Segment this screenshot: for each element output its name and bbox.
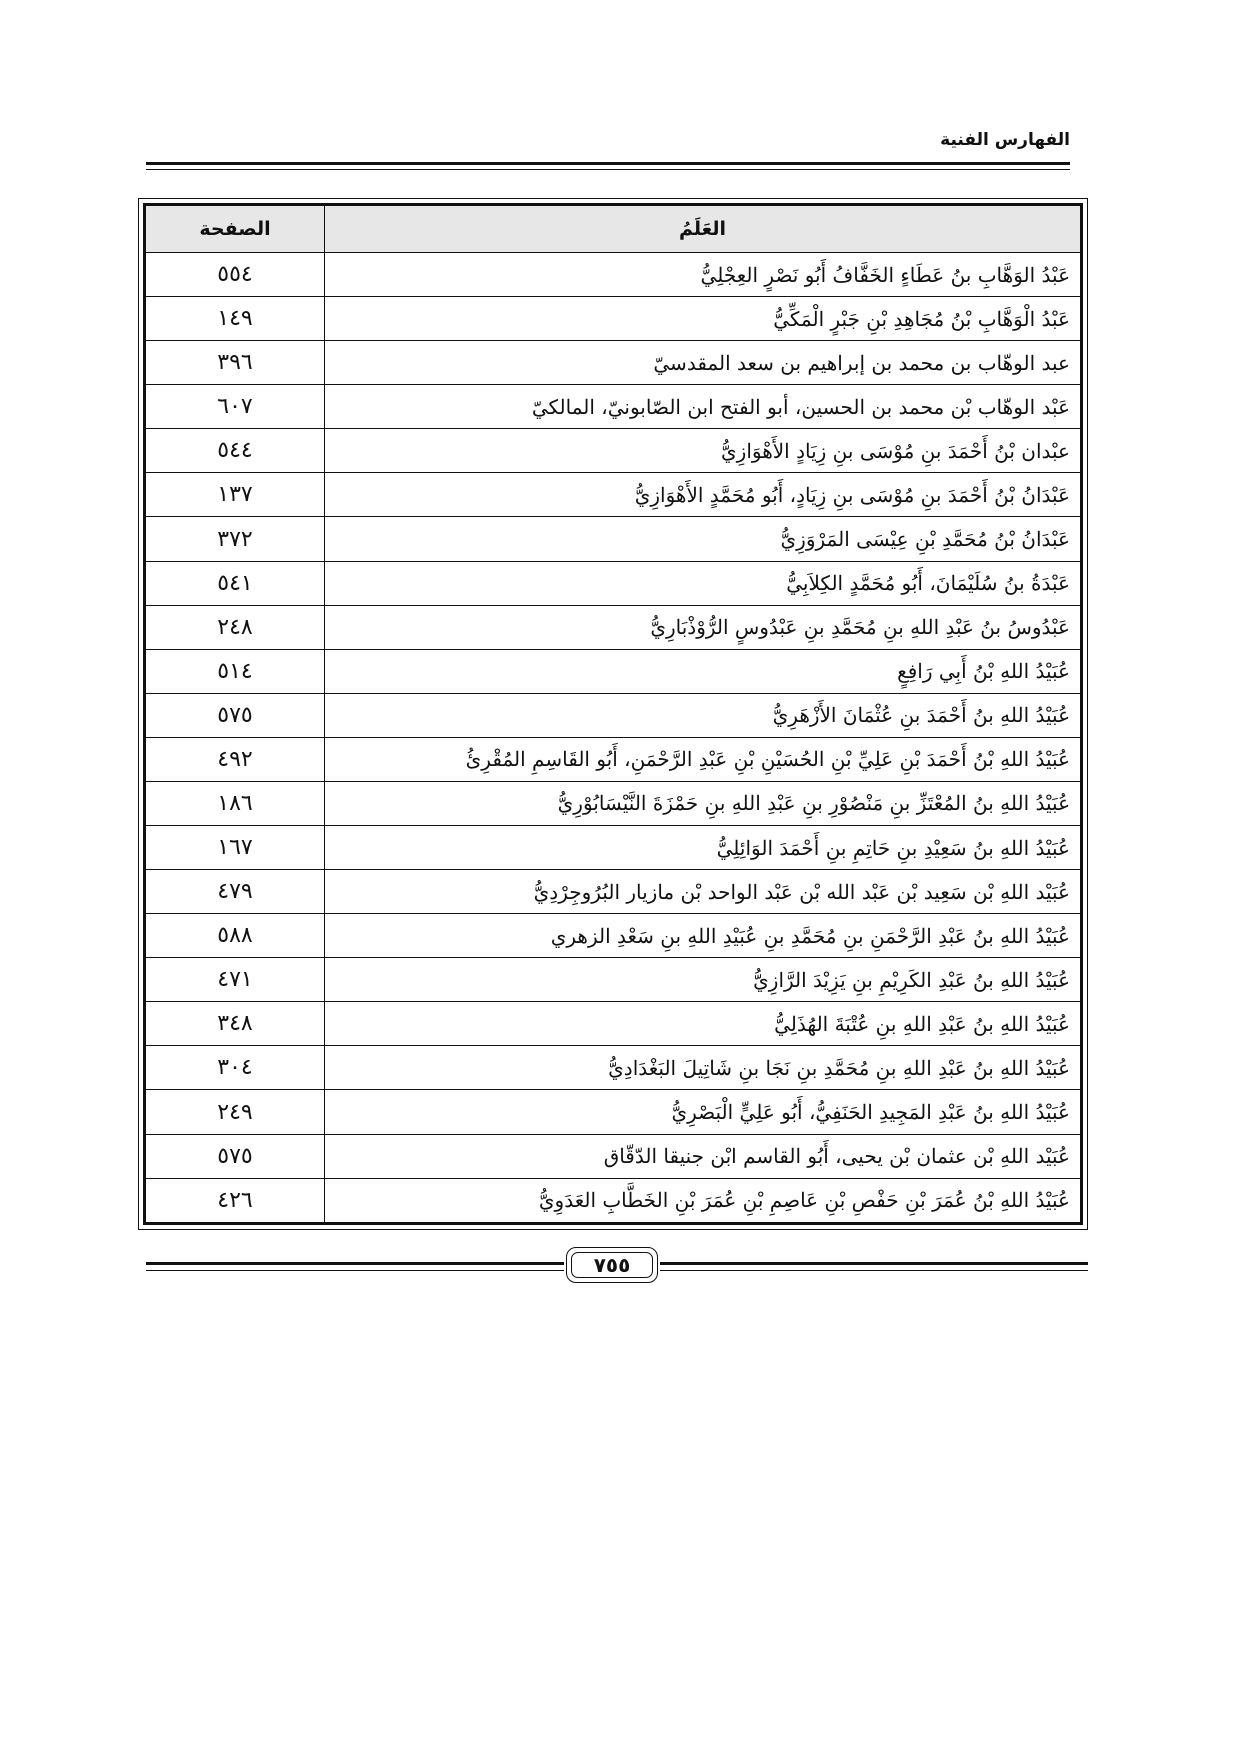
row-name-cell: عُبَيْدُ اللهِ بنُ أَحْمَدَ بنِ عُثْمَانَ الأَزْهَرِيُّ — [325, 693, 1081, 737]
row-name-cell: عُبَيْدُ اللهِ بنُ عَبْدِ الكَرِيْمِ بنِ يَزِيْدَ الرَّازِيُّ — [325, 958, 1081, 1002]
index-table-inner-frame — [143, 203, 1083, 1225]
footer-rule-right-thin — [660, 1270, 1088, 1271]
table-row — [146, 1178, 1081, 1222]
row-name-cell: عُبَيْدُ اللهِ بْنُ أَحْمَدَ بْنِ عَلِيِّ بْنِ الحُسَيْنِ بْنِ عَبْدِ الرَّحْمَنِ، أَبُو القَاسِمِ المُقْرِئُ — [325, 737, 1081, 781]
row-page-cell: ٦٠٧ — [146, 385, 325, 429]
table-body — [146, 253, 1081, 1223]
header-rule-thin — [146, 169, 1070, 170]
index-table-frame — [138, 198, 1088, 1230]
table-row — [146, 429, 1081, 473]
footer-rule-left-thin — [146, 1270, 564, 1271]
row-name-cell: عُبَيْد اللهِ بْن عثمان بْن يحيى، أَبُو القاسم ابْن جنيقا الدّقّاق — [325, 1134, 1081, 1178]
footer-rule-left-thick — [146, 1262, 564, 1265]
row-name-cell: عبد الوهّاب بن محمد بن إبراهيم بن سعد المقدسيّ — [325, 341, 1081, 385]
running-head: الفهارس الفنية — [940, 130, 1070, 150]
row-name-cell: عُبَيْدُ اللهِ بْنُ أَبِي رَافِعٍ — [325, 649, 1081, 693]
column-header-page: الصفحة — [146, 206, 325, 253]
page-number — [566, 1247, 658, 1283]
table-row — [146, 385, 1081, 429]
row-page-cell: ٣٠٤ — [146, 1046, 325, 1090]
row-name-cell: عُبَيْدُ اللهِ بنُ عَبْدِ المَجِيدِ الحَنَفِيُّ، أَبُو عَلِيٍّ الْبَصْرِيُّ — [325, 1090, 1081, 1134]
row-page-cell: ٥١٤ — [146, 649, 325, 693]
row-name-cell: عُبَيْد اللهِ بْن سَعِيد بْن عَبْد الله بْن عَبْد الواحد بْن مازيار البُرُوجِرْدِيُّ — [325, 870, 1081, 914]
row-name-cell: عُبَيْدُ اللهِ بنُ سَعِيْدِ بنِ حَاتِمِ بنِ أَحْمَدَ الوَائِلِيُّ — [325, 826, 1081, 870]
table-row — [146, 781, 1081, 825]
row-name-cell: عَبْدَانُ بْنُ مُحَمَّدِ بْنِ عِيْسَى المَرْوَزِيُّ — [325, 517, 1081, 561]
row-name-cell: عُبَيْدُ اللهِ بنُ عَبْدِ الرَّحْمَنِ بنِ مُحَمَّدِ بنِ عُبَيْدِ اللهِ بنِ سَعْدِ الزهري — [325, 914, 1081, 958]
row-page-cell: ١٦٧ — [146, 826, 325, 870]
table-row — [146, 1090, 1081, 1134]
table-row — [146, 1134, 1081, 1178]
row-page-cell: ٤٩٢ — [146, 737, 325, 781]
table-row — [146, 473, 1081, 517]
table-row — [146, 297, 1081, 341]
table-header-row — [146, 206, 1081, 253]
row-page-cell: ٣٧٢ — [146, 517, 325, 561]
table-row — [146, 341, 1081, 385]
row-page-cell: ٤٧١ — [146, 958, 325, 1002]
row-name-cell: عَبْد الوهّاب بْن محمد بن الحسين، أبو الفتح ابن الصّابونيّ، المالكيّ — [325, 385, 1081, 429]
row-name-cell: عُبَيْدُ اللهِ بنُ عَبْدِ اللهِ بنِ عُتْبَةَ الهُذَلِيُّ — [325, 1002, 1081, 1046]
table-row — [146, 914, 1081, 958]
row-page-cell: ٥٥٤ — [146, 253, 325, 297]
table-row — [146, 1046, 1081, 1090]
row-page-cell: ٣٩٦ — [146, 341, 325, 385]
footer-rule-right-thick — [660, 1262, 1088, 1265]
table-row — [146, 870, 1081, 914]
row-name-cell: عُبَيْدُ اللهِ بنُ عَبْدِ اللهِ بنِ مُحَمَّدِ بنِ نَجَا بنِ شَاتِيلَ البَغْدَادِيُّ — [325, 1046, 1081, 1090]
column-header-name: العَلَمُ — [325, 206, 1081, 253]
table-row — [146, 1002, 1081, 1046]
row-page-cell: ٥٤١ — [146, 561, 325, 605]
row-page-cell: ١٣٧ — [146, 473, 325, 517]
table-row — [146, 693, 1081, 737]
table-row — [146, 253, 1081, 297]
table-row — [146, 737, 1081, 781]
row-page-cell: ١٤٩ — [146, 297, 325, 341]
row-page-cell: ٢٤٨ — [146, 605, 325, 649]
table-row — [146, 561, 1081, 605]
row-page-cell: ٤٢٦ — [146, 1178, 325, 1222]
row-page-cell: ٥٨٨ — [146, 914, 325, 958]
row-page-cell: ٥٧٥ — [146, 1134, 325, 1178]
row-name-cell: عَبْدُوسُ بنُ عَبْدِ اللهِ بنِ مُحَمَّدِ بنِ عَبْدُوسٍ الرُّوْذْبَارِيُّ — [325, 605, 1081, 649]
table-row — [146, 517, 1081, 561]
table-row — [146, 826, 1081, 870]
row-name-cell: عَبْدُ الوَهَّابِ بنُ عَطَاءٍ الخَفَّافُ أَبُو نَصْرٍ العِجْلِيُّ — [325, 253, 1081, 297]
row-name-cell: عُبَيْدُ اللهِ بنُ المُعْتَزِّ بنِ مَنْصُوْرِ بنِ عَبْدِ اللهِ بنِ حَمْزَةَ النَّيْسَابُوْرِيُّ — [325, 781, 1081, 825]
row-page-cell: ٥٤٤ — [146, 429, 325, 473]
header-rule-thick — [146, 162, 1070, 165]
index-table — [145, 205, 1081, 1223]
row-page-cell: ٣٤٨ — [146, 1002, 325, 1046]
row-page-cell: ٤٧٩ — [146, 870, 325, 914]
table-row — [146, 605, 1081, 649]
row-page-cell: ١٨٦ — [146, 781, 325, 825]
row-page-cell: ٥٧٥ — [146, 693, 325, 737]
row-name-cell: عَبْدُ الْوَهَّابِ بْنُ مُجَاهِدِ بْنِ جَبْرٍ الْمَكِّيُّ — [325, 297, 1081, 341]
page-number-text: ٧٥٥ — [593, 1253, 631, 1277]
row-name-cell: عبْدان بْنُ أَحْمَدَ بنِ مُوْسَى بنِ زِيَادٍ الأَهْوَازِيُّ — [325, 429, 1081, 473]
row-name-cell: عَبْدَانُ بْنُ أَحْمَدَ بنِ مُوْسَى بنِ زِيَادٍ، أَبُو مُحَمَّدٍ الأَهْوَازِيُّ — [325, 473, 1081, 517]
table-row — [146, 958, 1081, 1002]
row-name-cell: عُبَيْدُ اللهِ بْنُ عُمَرَ بْنِ حَفْصِ بْنِ عَاصِمِ بْنِ عُمَرَ بْنِ الخَطَّابِ العَدَوِيُّ — [325, 1178, 1081, 1222]
row-page-cell: ٢٤٩ — [146, 1090, 325, 1134]
row-name-cell: عَبْدَةُ بنُ سُلَيْمَانَ، أَبُو مُحَمَّدٍ الكِلاَبِيُّ — [325, 561, 1081, 605]
table-row — [146, 649, 1081, 693]
